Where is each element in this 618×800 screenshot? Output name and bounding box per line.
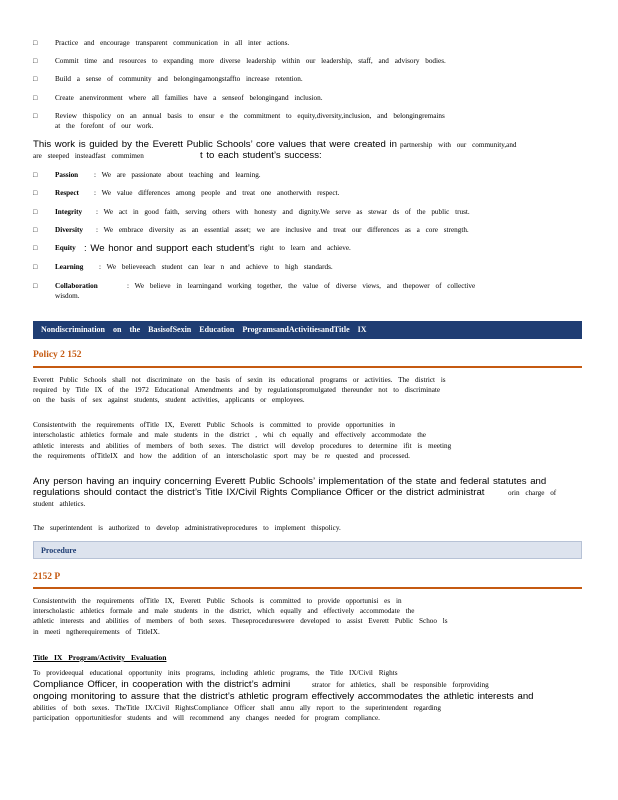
- value-term: Equity: [55, 244, 76, 252]
- value-desc: : We honor and support each student’s: [84, 243, 255, 254]
- body-line: abilities of both sexes. TheTitle IX/Civil RightsCompliance Officer shall annu ally report to the superintendent regarding: [33, 704, 441, 712]
- procedure-bar: [33, 541, 582, 559]
- value-term: Collaboration: [55, 282, 98, 290]
- body-line: Consistentwith the requirements ofTitle IX, Everett Public Schools is committed to provide opportunities in: [33, 421, 395, 429]
- value-desc: : We are passionate about teaching and learning.: [94, 171, 261, 179]
- checkbox-bullet-icon: □: [33, 57, 38, 65]
- value-term: Diversity: [55, 226, 83, 234]
- body-line-big: Any person having an inquiry concerning Everett Public Schools’ implementation of the state and federal statutes and: [33, 476, 547, 487]
- body-line: participation opportunitiesfor students and will recommend any changes needed for program compliance.: [33, 714, 380, 722]
- body-line: athletic interests and abilities of members of both sexes. Theseprocedureswere developed to assist Everett Public Schoo ls: [33, 617, 448, 625]
- body-line-big: ongoing monitoring to assure that the district’s athletic program effectively accommodates the athletic interests and: [33, 691, 534, 702]
- checkbox-bullet-icon: □: [33, 282, 38, 290]
- body-line: the requirements ofTitleIX and how the addition of an interscholastic sport may be re quested and processed.: [33, 452, 410, 460]
- bullet-text: Review thispolicy on an annual basis to ensur e the commitment to equity,diversity,inclusion, and belongingremains: [55, 112, 445, 120]
- body-line: on the basis of sex against students, student activities, applicants or employees.: [33, 396, 305, 404]
- body-line: in meeti ngtherequirements of TitleIX.: [33, 628, 160, 636]
- value-desc: : We believeeach student can lear n and achieve to high standards.: [99, 263, 333, 271]
- body-line: interscholastic athletics formale and male students in the district, which equally and effectively accommodate the: [33, 607, 415, 615]
- section-title: Nondiscrimination on the BasisofSexin Education ProgramsandActivitiesandTitle IX: [41, 325, 367, 334]
- value-term: Integrity: [55, 208, 83, 216]
- intro-text: This work is guided by the Everett Public Schools’ core values that were created in: [33, 139, 397, 150]
- intro-text: t to each student’s success:: [200, 150, 322, 161]
- procedure-label: Procedure: [41, 546, 77, 555]
- checkbox-bullet-icon: □: [33, 39, 38, 47]
- bullet-text: Commit time and resources to expanding more diverse leadership within our leadership, staff, and advisory bodies.: [55, 57, 446, 65]
- policy-heading: Policy 2 152: [33, 350, 82, 360]
- checkbox-bullet-icon: □: [33, 171, 38, 179]
- bullet-text: Build a sense of community and belongingamongstaffto increase retention.: [55, 75, 303, 83]
- bullet-text: Create anenvironment where all families have a senseof belongingand inclusion.: [55, 94, 323, 102]
- value-desc: : We believe in learningand working together, the value of diverse views, and thepower of collective: [127, 282, 476, 290]
- checkbox-bullet-icon: □: [33, 94, 38, 102]
- procedure-heading: 2152 P: [33, 572, 61, 582]
- value-desc: : We value differences among people and treat one anotherwith respect.: [94, 189, 340, 197]
- body-line: To provideequal educational opportunity inits programs, including athletic programs, the Title IX/Civil Rights: [33, 669, 398, 677]
- checkbox-bullet-icon: □: [33, 226, 38, 234]
- value-desc: : We act in good faith, serving others with honesty and dignity.We serve as stewar ds of the public trust.: [96, 208, 470, 216]
- value-term: Respect: [55, 189, 79, 197]
- body-line: Consistentwith the requirements ofTitle IX, Everett Public Schools is committed to provide opportunisi es in: [33, 597, 402, 605]
- body-line-big: regulations should contact the district’s Title IX/Civil Rights Compliance Officer or the district administrat: [33, 487, 485, 498]
- section-title-bar: [33, 321, 582, 339]
- body-line: required by Title IX of the 1972 Educational Amendments and by regulationspromulgated thereunder not to discriminate: [33, 386, 441, 394]
- subheading: Title IX Program/Activity Evaluation: [33, 653, 167, 662]
- checkbox-bullet-icon: □: [33, 263, 38, 271]
- bullet-text-cont: at the forefont of our work.: [55, 122, 154, 130]
- value-desc-cont: wisdom.: [55, 292, 80, 300]
- value-term: Passion: [55, 171, 79, 179]
- checkbox-bullet-icon: □: [33, 208, 38, 216]
- heading-rule: [33, 366, 582, 368]
- body-line: interscholastic athletics formale and male students in the district , whi ch equally and effectively accommodate the: [33, 431, 426, 439]
- body-line: orin charge of: [508, 489, 557, 497]
- body-line-big: Compliance Officer, in cooperation with the district’s admini: [33, 679, 291, 690]
- intro-text: partnership with our community,and: [400, 141, 517, 149]
- heading-rule: [33, 587, 582, 589]
- body-line: athletic interests and abilities of members of both sexes. The district will develop procedures to determine ifit is meeting: [33, 442, 452, 450]
- body-line: Everett Public Schools shall not discriminate on the basis of sexin its educational programs or activities. The district is: [33, 376, 446, 384]
- checkbox-bullet-icon: □: [33, 189, 38, 197]
- body-line: student athletics.: [33, 500, 86, 508]
- body-line: strator for athletics, shall be responsible forproviding: [312, 681, 489, 689]
- value-term: Learning: [55, 263, 84, 271]
- bullet-text: Practice and encourage transparent communication in all inter actions.: [55, 39, 290, 47]
- checkbox-bullet-icon: □: [33, 112, 38, 120]
- checkbox-bullet-icon: □: [33, 75, 38, 83]
- intro-text: are steeped insteadfast commimen: [33, 152, 144, 160]
- value-desc: right to learn and achieve.: [260, 244, 351, 252]
- body-line: The superintendent is authorized to develop administrativeprocedures to implement thispolicy.: [33, 524, 341, 532]
- value-desc: : We embrace diversity as an essential asset; we are inclusive and treat our differences as a core strength.: [96, 226, 469, 234]
- checkbox-bullet-icon: □: [33, 244, 38, 252]
